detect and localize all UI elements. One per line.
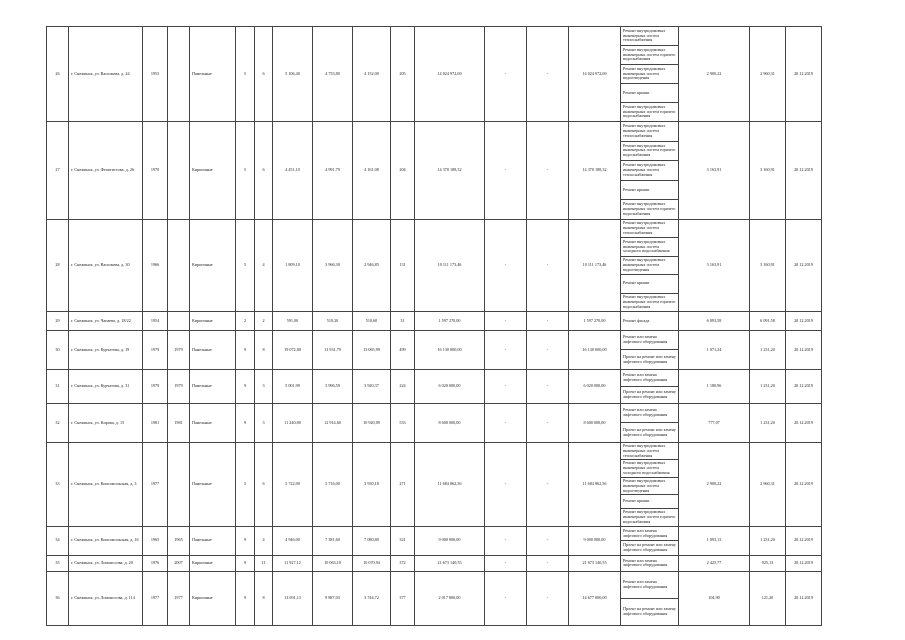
wall-material-cell: Кирпичные [190,571,236,625]
work-type-cell: Ремонт внутридомовых инженерных систем холодного водоснабжения [621,238,679,256]
commission-year-cell [168,122,190,220]
living-area-cell: 12 914,60 [313,403,353,442]
total-area-cell: 1 809,10 [273,219,313,311]
total-area-cell: 13 691,13 [273,571,313,625]
max-cost-cell: 1 231,20 [750,403,786,442]
commission-year-cell [168,27,190,122]
unit-cost-cell: 3 163,91 [679,122,750,220]
table-row [47,555,851,571]
work-type-cell: Ремонт крыши [621,180,679,200]
row-number-cell: 31 [47,369,69,403]
budget-cost-cell: - [527,369,569,403]
build-year-cell: 1970 [143,122,168,220]
total-cost-cell: 21 673 140,55 [415,555,485,571]
living-area-cell: 4 991,79 [313,122,353,220]
residential-area-cell: 13 065,99 [353,330,391,369]
total-cost-cell: 6 020 000,00 [415,369,485,403]
budget-cost-cell: - [527,442,569,526]
residents-cell: 321 [391,526,415,555]
entrances-cell: 6 [255,122,273,220]
address-cell: г. Снежинск, ул. Комсомольская, д. 3 [69,442,143,526]
work-type-cell: Ремонт или замена лифтового оборудования [621,403,679,423]
deadline-cell: 20.12.2019 [786,27,822,122]
work-type-cell: Ремонт внутридомовых инженерных систем теплоснабжения [621,27,679,46]
deadline-cell: 20.12.2019 [786,571,822,625]
max-cost-cell: 1 231,20 [750,330,786,369]
work-type-cell: Ремонт или замена лифтового оборудования [621,330,679,350]
fund-cost-cell: - [485,27,527,122]
living-area-cell: 3 966,30 [313,219,353,311]
unit-cost-cell: 2 900,22 [679,27,750,122]
max-cost-cell: 2 960,31 [750,442,786,526]
unit-cost-cell: 777,07 [679,403,750,442]
floors-cell: 9 [236,526,255,555]
residents-cell: 377 [391,571,415,625]
owners-cost-cell: 16 130 000,00 [569,330,621,369]
residential-area-cell: 510,60 [353,311,391,330]
floors-cell: 2 [236,311,255,330]
table-row [47,122,851,142]
build-year-cell: 1981 [143,403,168,442]
deadline-cell: 20.12.2019 [786,311,822,330]
floors-cell: 5 [236,122,255,220]
residents-cell: 204 [391,122,415,220]
owners-cost-cell: 14 370 188,32 [569,122,621,220]
address-cell: г. Снежинск, ул. Чапаева, д. 18/22 [69,311,143,330]
table-row [47,369,851,386]
max-cost-cell: 1 231,20 [750,369,786,403]
entrances-cell: 8 [255,571,273,625]
commission-year-cell: 1977 [168,571,190,625]
unit-cost-cell: 2 900,22 [679,442,750,526]
fund-cost-cell: - [485,526,527,555]
residential-area-cell: 3 920,37 [353,369,391,403]
living-area-cell: 13 931,79 [313,330,353,369]
max-cost-cell: 3 160,91 [750,219,786,311]
commission-year-cell: 1965 [168,526,190,555]
work-type-cell: Ремонт внутридомовых инженерных систем горячего водоснабжения [621,509,679,526]
fund-cost-cell: - [485,571,527,625]
address-cell: г. Снежинск, ул. Курчатова, д. 31 [69,369,143,403]
commission-year-cell [168,219,190,311]
entrances-cell: 6 [255,442,273,526]
total-area-cell: 591,00 [273,311,313,330]
table-row [47,403,851,423]
owners-cost-cell: 8 600 000,00 [569,403,621,442]
table-row [47,219,851,237]
row-number-cell: 26 [47,27,69,122]
total-area-cell: 4 946,00 [273,526,313,555]
total-cost-cell: 14 024 972,69 [415,27,485,122]
unit-cost-cell: 1 071,24 [679,330,750,369]
budget-cost-cell: - [527,526,569,555]
owners-cost-cell: 21 673 140,55 [569,555,621,571]
deadline-cell: 20.12.2019 [786,526,822,555]
work-type-cell: Проект на ремонт или замену лифтового оборудования [621,386,679,403]
work-type-cell: Ремонт крыши [621,275,679,293]
work-type-cell: Ремонт внутридомовых инженерных систем горячего водоснабжения [621,103,679,122]
fund-cost-cell: - [485,369,527,403]
row-number-cell: 32 [47,403,69,442]
total-area-cell: 11 927,12 [273,555,313,571]
total-cost-cell: 8 600 000,00 [415,403,485,442]
max-cost-cell: 121,20 [750,571,786,625]
fund-cost-cell: - [485,555,527,571]
floors-cell: 5 [236,219,255,311]
entrances-cell: 4 [255,219,273,311]
deadline-cell: 20.12.2019 [786,219,822,311]
max-cost-cell: 1 231,20 [750,526,786,555]
row-number-cell: 28 [47,219,69,311]
unit-cost-cell: 104,90 [679,571,750,625]
max-cost-cell: 925,13 [750,555,786,571]
address-cell: г. Снежинск, ул. Феоктистова, д. 26 [69,122,143,220]
max-cost-cell: 3 160,91 [750,122,786,220]
fund-cost-cell: - [485,403,527,442]
total-area-cell: 5 001,99 [273,369,313,403]
total-area-cell: 4 451,10 [273,122,313,220]
build-year-cell: 1954 [143,311,168,330]
floors-cell: 9 [236,571,255,625]
wall-material-cell: Панельные [190,526,236,555]
residential-area-cell: 2 946,85 [353,219,391,311]
total-area-cell: 5 106,40 [273,27,313,122]
total-cost-cell: 10 111 173,46 [415,219,485,311]
owners-cost-cell: 14 677 000,00 [569,571,621,625]
build-year-cell: 1965 [143,526,168,555]
wall-material-cell: Панельные [190,27,236,122]
budget-cost-cell: - [527,122,569,220]
table-body [47,27,851,626]
floors-cell: 9 [236,330,255,369]
work-type-cell: Ремонт внутридомовых инженерных систем теплоснабжения [621,442,679,459]
work-type-cell: Ремонт внутридомовых инженерных систем теплоснабжения [621,161,679,181]
budget-cost-cell: - [527,571,569,625]
address-cell: г. Снежинск, ул. Кирова, д. 15 [69,403,143,442]
owners-cost-cell: 1 597 270,00 [569,311,621,330]
max-cost-cell: 2 960,31 [750,27,786,122]
wall-material-cell: Кирпичные [190,311,236,330]
capital-repair-table [46,26,851,626]
total-cost-cell: 16 130 000,00 [415,330,485,369]
row-number-cell: 27 [47,122,69,220]
table-row [47,311,851,330]
build-year-cell: 1977 [143,442,168,526]
floors-cell: 9 [236,555,255,571]
work-type-cell: Проект на ремонт или замену лифтового оборудования [621,598,679,625]
fund-cost-cell: - [485,311,527,330]
residents-cell: 31 [391,311,415,330]
living-area-cell: 4 753,80 [313,27,353,122]
table-row [47,442,851,459]
residents-cell: 372 [391,555,415,571]
deadline-cell: 20.12.2019 [786,122,822,220]
wall-material-cell: Панельные [190,369,236,403]
work-type-cell: Ремонт внутридомовых инженерных систем горячего водоснабжения [621,200,679,220]
total-cost-cell: 1 597 270,00 [415,311,485,330]
residential-area-cell: 7 080,80 [353,526,391,555]
wall-material-cell: Панельные [190,442,236,526]
residential-area-cell: 10 920,09 [353,403,391,442]
residents-cell: 131 [391,219,415,311]
address-cell: г. Снежинск, ул. Ломоносова, д. 20 [69,555,143,571]
row-number-cell: 30 [47,330,69,369]
commission-year-cell [168,311,190,330]
budget-cost-cell: - [527,555,569,571]
budget-cost-cell: - [527,27,569,122]
row-number-cell: 33 [47,442,69,526]
commission-year-cell: 2007 [168,555,190,571]
owners-cost-cell: 14 024 972,69 [569,27,621,122]
unit-cost-cell: 2 425,77 [679,555,750,571]
owners-cost-cell: 10 111 173,46 [569,219,621,311]
work-type-cell: Ремонт крыши [621,84,679,103]
build-year-cell: 1979 [143,369,168,403]
wall-material-cell: Панельные [190,403,236,442]
deadline-cell: 20.12.2019 [786,555,822,571]
total-cost-cell: 11 684 862,56 [415,442,485,526]
unit-cost-cell: 6 093,58 [679,311,750,330]
residents-cell: 205 [391,27,415,122]
floors-cell: 5 [236,27,255,122]
wall-material-cell: Кирпичные [190,122,236,220]
build-year-cell: 1953 [143,27,168,122]
max-cost-cell: 6 091,58 [750,311,786,330]
entrances-cell: 3 [255,369,273,403]
residents-cell: 499 [391,330,415,369]
row-number-cell: 34 [47,526,69,555]
work-type-cell: Ремонт внутридомовых инженерных систем горячего водоснабжения [621,141,679,161]
build-year-cell: 1977 [143,571,168,625]
total-cost-cell: 14 370 188,32 [415,122,485,220]
entrances-cell: 4 [255,526,273,555]
commission-year-cell: 1979 [168,369,190,403]
entrances-cell: 3 [255,403,273,442]
work-type-cell: Ремонт крыши [621,495,679,509]
entrances-cell: 11 [255,555,273,571]
row-number-cell: 35 [47,555,69,571]
work-type-cell: Ремонт внутридомовых инженерных систем водоотведения [621,256,679,274]
floors-cell: 5 [236,442,255,526]
residents-cell: 224 [391,369,415,403]
address-cell: г. Снежинск, ул. Ломоносова, д. 114 [69,571,143,625]
floors-cell: 9 [236,403,255,442]
budget-cost-cell: - [527,219,569,311]
wall-material-cell: Кирпичные [190,555,236,571]
build-year-cell: 1966 [143,219,168,311]
unit-cost-cell: 1 093,13 [679,526,750,555]
total-area-cell: 19 072,00 [273,330,313,369]
entrances-cell: 8 [255,330,273,369]
address-cell: г. Снежинск, ул. Васильева, д. 30 [69,219,143,311]
work-type-cell: Проект на ремонт или замену лифтового оборудования [621,541,679,556]
table-row [47,571,851,598]
entrances-cell: 2 [255,311,273,330]
wall-material-cell: Панельные [190,330,236,369]
wall-material-cell: Кирпичные [190,219,236,311]
table-row [47,330,851,350]
living-area-cell: 7 381,60 [313,526,353,555]
commission-year-cell: 1979 [168,330,190,369]
budget-cost-cell: - [527,311,569,330]
work-type-cell: Проект на ремонт или замену лифтового оборудования [621,350,679,370]
work-type-cell: Ремонт или замена лифтового оборудования [621,555,679,571]
commission-year-cell: 1981 [168,403,190,442]
work-type-cell: Ремонт внутридомовых инженерных систем теплоснабжения [621,219,679,237]
work-type-cell: Ремонт внутридомовых инженерных систем горячего водоснабжения [621,293,679,311]
total-area-cell: 11 240,80 [273,403,313,442]
residential-area-cell: 10 070,94 [353,555,391,571]
work-type-cell: Ремонт внутридомовых инженерных систем водоотведения [621,65,679,84]
fund-cost-cell: - [485,330,527,369]
entrances-cell: 6 [255,27,273,122]
total-area-cell: 3 722,90 [273,442,313,526]
unit-cost-cell: 1 180,96 [679,369,750,403]
owners-cost-cell: 9 000 000,00 [569,526,621,555]
total-cost-cell: 9 000 000,00 [415,526,485,555]
work-type-cell: Ремонт или замена лифтового оборудования [621,526,679,541]
work-type-cell: Ремонт или замена лифтового оборудования [621,571,679,598]
residential-area-cell: 4 152,00 [353,27,391,122]
total-cost-cell: 2 017 800,00 [415,571,485,625]
owners-cost-cell: 6 020 000,00 [569,369,621,403]
living-area-cell: 3 716,00 [313,442,353,526]
living-area-cell: 3 996,59 [313,369,353,403]
fund-cost-cell: - [485,122,527,220]
residential-area-cell: 3 930,18 [353,442,391,526]
residents-cell: 271 [391,442,415,526]
address-cell: г. Снежинск, ул. Курчатова, д. 19 [69,330,143,369]
work-type-cell: Ремонт фасада [621,311,679,330]
table-row [47,27,851,46]
living-area-cell: 10 063,10 [313,555,353,571]
floors-cell: 9 [236,369,255,403]
residential-area-cell: 4 161,08 [353,122,391,220]
build-year-cell: 1976 [143,555,168,571]
address-cell: г. Снежинск, ул. Васильева, д. 24 [69,27,143,122]
fund-cost-cell: - [485,442,527,526]
unit-cost-cell: 3 163,91 [679,219,750,311]
commission-year-cell [168,442,190,526]
work-type-cell: Ремонт или замена лифтового оборудования [621,369,679,386]
work-type-cell: Ремонт внутридомовых инженерных систем теплоснабжения [621,122,679,142]
address-cell: г. Снежинск, ул. Комсомольская, д. 16 [69,526,143,555]
work-type-cell: Ремонт внутридомовых инженерных систем водоотведения [621,477,679,494]
budget-cost-cell: - [527,403,569,442]
deadline-cell: 20.12.2019 [786,330,822,369]
living-area-cell: 9 887,03 [313,571,353,625]
deadline-cell: 20.12.2019 [786,369,822,403]
fund-cost-cell: - [485,219,527,311]
budget-cost-cell: - [527,330,569,369]
work-type-cell: Ремонт внутридомовых инженерных систем горячего водоснабжения [621,46,679,65]
owners-cost-cell: 11 684 862,56 [569,442,621,526]
work-type-cell: Проект на ремонт или замену лифтового оборудования [621,423,679,443]
living-area-cell: 510,20 [313,311,353,330]
deadline-cell: 20.12.2019 [786,403,822,442]
work-type-cell: Ремонт внутридомовых инженерных систем холодного водоснабжения [621,460,679,477]
row-number-cell: 29 [47,311,69,330]
row-number-cell: 36 [47,571,69,625]
build-year-cell: 1979 [143,330,168,369]
table-row [47,526,851,541]
deadline-cell: 20.12.2019 [786,442,822,526]
residents-cell: 533 [391,403,415,442]
residential-area-cell: 3 744,72 [353,571,391,625]
